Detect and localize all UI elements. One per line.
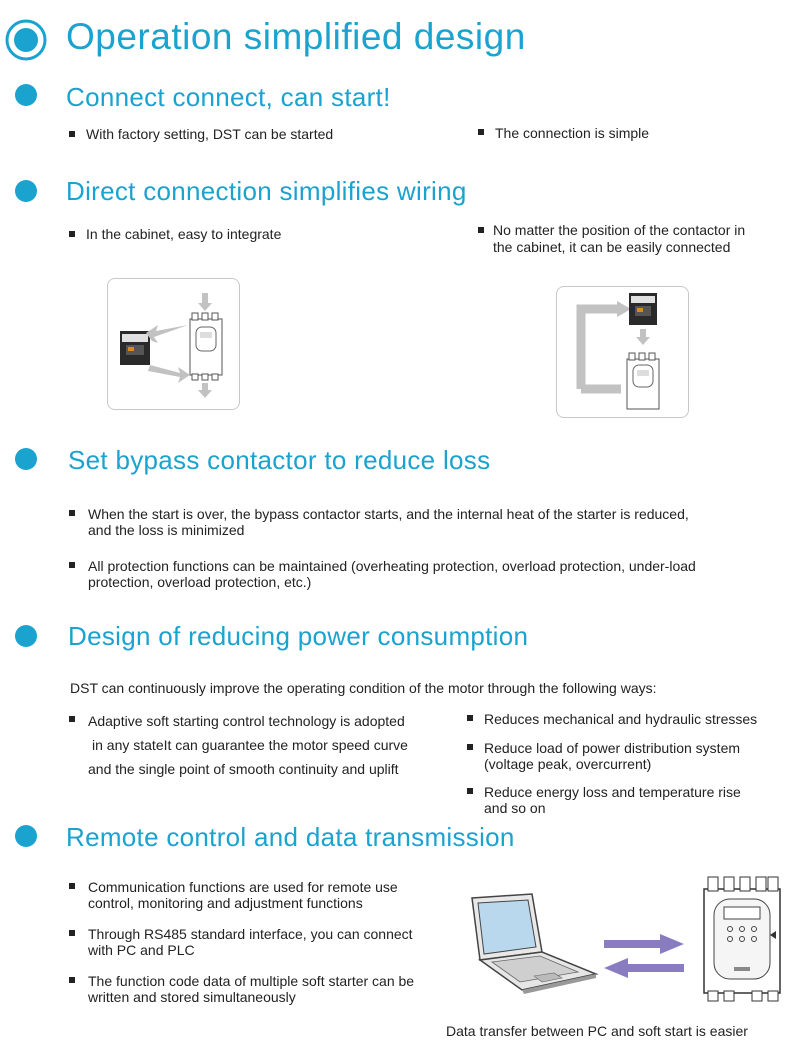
section-bullet-dot [15,825,37,847]
bullet-text: In the cabinet, easy to integrate [86,226,282,242]
bullet-text: The connection is simple [495,125,650,141]
bullet-square [69,716,75,722]
section-heading-remote: Remote control and data transmission [66,822,515,852]
bullet-text: When the start is over, the bypass contactor starts, and the internal heat of the starter is reduced, [88,506,689,522]
bullet-text: Adaptive soft starting control technology is adopted [88,713,405,729]
bullet-square [69,231,75,237]
section-heading-power: Design of reducing power consumption [68,621,529,651]
page-title: Operation simplified design [66,16,526,57]
intro-text: DST can continuously improve the operating condition of the motor through the following ways: [70,680,657,696]
section-heading-bypass: Set bypass contactor to reduce loss [68,445,491,475]
bullet-text: the cabinet, it can be easily connected [493,239,731,255]
bullet-text: written and stored simultaneously [88,989,296,1005]
bullet-square [69,510,75,516]
section-heading-wiring: Direct connection simplifies wiring [66,176,467,206]
bullet-text: control, monitoring and adjustment functions [88,895,363,911]
bullet-text: Reduce energy loss and temperature rise [484,784,741,800]
bullet-text: and the loss is minimized [88,522,245,538]
section-heading-connect: Connect connect, can start! [66,82,391,112]
section-bullet-dot [15,84,37,106]
bullet-text: and so on [484,800,546,816]
wiring-diagram-top [556,286,689,418]
data-transfer-arrows [604,934,686,978]
bullet-square [69,131,75,137]
bullet-text: Communication functions are used for remote use [88,879,398,895]
section-bullet-dot [15,625,37,647]
bullet-text: No matter the position of the contactor in [493,222,746,238]
bullet-text: Through RS485 standard interface, you can connect [88,926,413,942]
wiring-diagram-side [107,278,240,410]
bullet-square [467,715,473,721]
bullet-text: The function code data of multiple soft starter can be [88,973,415,989]
bullet-text: With factory setting, DST can be started [86,126,334,142]
section-bullet-dot [15,180,37,202]
diagram-caption: Data transfer between PC and soft start is easier [446,1023,748,1039]
bullet-square [478,227,484,233]
bullet-text: and the single point of smooth continuity and uplift [88,761,399,777]
title-target-icon [4,18,48,62]
bullet-text: protection, overload protection, etc.) [88,574,312,590]
bullet-text: Reduce load of power distribution system [484,740,741,756]
laptop-icon [462,890,602,995]
bullet-square [69,562,75,568]
bullet-square [69,977,75,983]
section-bullet-dot [15,448,37,470]
bullet-square [467,788,473,794]
bullet-text: All protection functions can be maintained (overheating protection, overload protection, under-load [88,558,696,574]
bullet-text: with PC and PLC [88,942,195,958]
soft-starter-icon [700,875,786,1003]
bullet-text: Reduces mechanical and hydraulic stresses [484,711,758,727]
bullet-text: (voltage peak, overcurrent) [484,756,652,772]
bullet-text: in any stateIt can guarantee the motor speed curve [92,737,408,753]
bullet-square [69,883,75,889]
bullet-square [467,744,473,750]
bullet-square [69,930,75,936]
bullet-square [478,129,484,135]
